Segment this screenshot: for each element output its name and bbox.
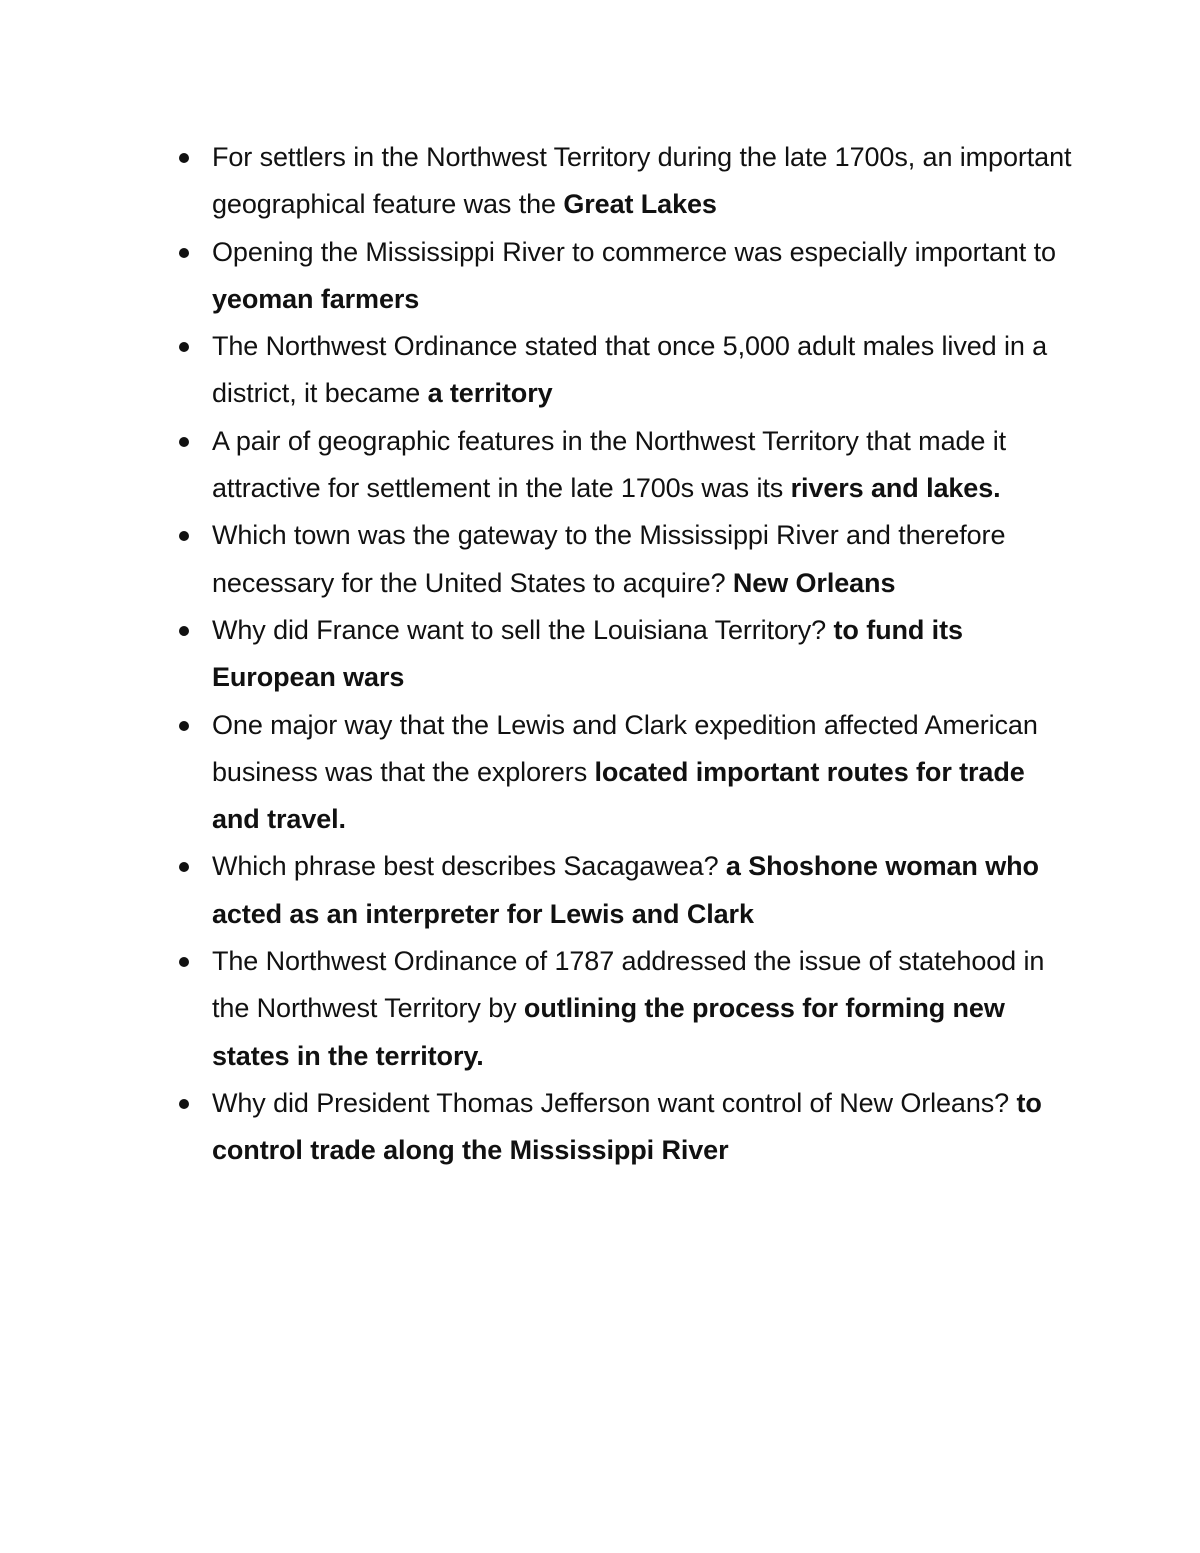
question-text: A pair of geographic features in the Northwest Territory that made it attractive for settlement in the late 1700s was its [212, 425, 1007, 504]
question-text: Opening the Mississippi River to commerce was especially important to [212, 236, 1056, 267]
question-text: The Northwest Ordinance of 1787 addressed the issue of statehood in the Northwest Territory by [212, 946, 1045, 1024]
list-item [212, 607, 1072, 702]
answer-text: a territory [427, 378, 553, 409]
question-text: One major way that the Lewis and Clark expedition affected American business was that the explorers [212, 709, 1038, 787]
list-item [212, 1080, 1072, 1175]
question-text: Why did President Thomas Jefferson want control of New Orleans? [212, 1087, 1017, 1118]
bullet-dot-icon [179, 342, 189, 352]
bullet-dot-icon [179, 437, 189, 447]
answer-text: located important routes for trade and travel. [212, 756, 1025, 835]
answer-text: to fund its European wars [212, 614, 963, 693]
list-item [212, 512, 1072, 607]
list-item [212, 229, 1072, 324]
question-text: For settlers in the Northwest Territory during the late 1700s, an important geographical feature was the [212, 142, 1072, 220]
bullet-dot-icon [179, 721, 189, 731]
list-item [212, 418, 1072, 513]
list-item [212, 134, 1072, 229]
bullet-dot-icon [179, 862, 189, 872]
answer-text: rivers and lakes. [790, 473, 1001, 504]
bullet-dot-icon [179, 957, 189, 967]
bullet-dot-icon [179, 248, 189, 258]
bullet-dot-icon [179, 1099, 189, 1109]
answer-text: a Shoshone woman who acted as an interpreter for Lewis and Clark [212, 851, 1039, 929]
bullet-dot-icon [179, 153, 189, 163]
list-item [212, 843, 1072, 938]
question-text: The Northwest Ordinance stated that once 5,000 adult males lived in a district, it became [212, 331, 1048, 409]
question-text: Which town was the gateway to the Mississippi River and therefore necessary for the United States to acquire? [212, 520, 1006, 598]
bullet-dot-icon [179, 626, 189, 636]
answer-text: outlining the process for forming new states in the territory. [212, 993, 1005, 1071]
answer-text: yeoman farmers [212, 283, 420, 314]
list-item [212, 938, 1072, 1080]
answer-text: Great Lakes [563, 189, 717, 220]
list-item [212, 323, 1072, 418]
answer-text: to control trade along the Mississippi River [212, 1087, 1042, 1166]
bullet-dot-icon [179, 531, 189, 541]
answer-text: New Orleans [732, 567, 896, 598]
list-item [212, 702, 1072, 844]
study-notes-list [212, 134, 1072, 1175]
question-text: Which phrase best describes Sacagawea? [212, 851, 726, 882]
question-text: Why did France want to sell the Louisiana Territory? [212, 614, 834, 645]
